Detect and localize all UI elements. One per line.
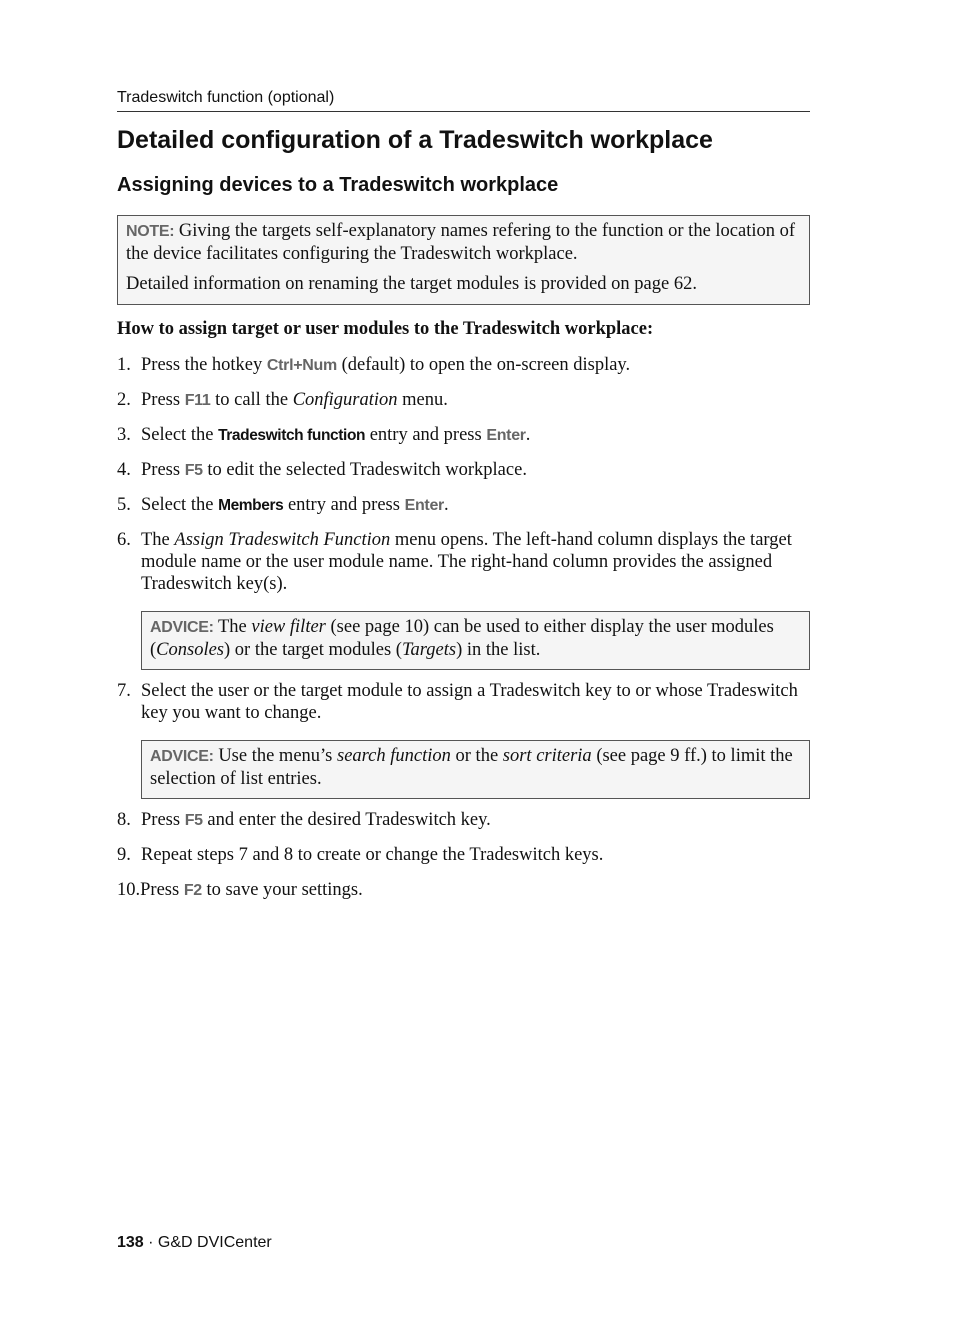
- menu-entry: Members: [218, 497, 284, 514]
- step-text: The: [141, 530, 175, 550]
- key-label: F2: [183, 882, 202, 899]
- step-number: 10.: [117, 880, 141, 900]
- advice-box-search: [141, 740, 810, 799]
- step-text: entry and press: [365, 425, 487, 445]
- step-text: to edit the selected Tradeswitch workplace.: [202, 460, 527, 480]
- step-9: [117, 844, 810, 866]
- advice-body: Use the menu’s: [213, 746, 337, 766]
- section-title: Assigning devices to a Tradeswitch workplace: [117, 174, 559, 196]
- advice-body: The: [213, 617, 252, 637]
- key-label: F5: [184, 812, 203, 829]
- step-4: [117, 459, 810, 482]
- advice-body: (see page 9 ff.) to limit the selection of list entries.: [150, 746, 793, 789]
- step-text: Select the: [141, 425, 219, 445]
- key-label: Enter: [486, 427, 526, 444]
- key-label: F5: [184, 462, 203, 479]
- step-text: Press the hotkey: [141, 355, 267, 375]
- step-7: [117, 680, 810, 724]
- advice-text: [150, 745, 801, 790]
- menu-name: Configuration: [292, 390, 398, 410]
- step-number: 6.: [117, 530, 131, 550]
- advice-body: (see page 10) can be used to either display the user modules (: [150, 617, 774, 660]
- step-text: Press: [141, 460, 185, 480]
- advice-text: [150, 616, 801, 661]
- note-text: [126, 220, 801, 265]
- procedure-heading: How to assign target or user modules to the Tradeswitch workplace:: [117, 319, 654, 339]
- step-number: 7.: [117, 681, 131, 701]
- step-1: [117, 354, 810, 377]
- step-3: [117, 424, 810, 447]
- advice-box-filter: [141, 611, 810, 670]
- step-text: entry and press: [283, 495, 405, 515]
- menu-name: Assign Tradeswitch Function: [174, 530, 391, 550]
- step-10: [117, 879, 810, 902]
- advice-label: ADVICE:: [150, 619, 214, 636]
- step-text: menu opens. The left-hand column displays the target module name or the user module name. The right-hand column provides the assigned Tradeswitch key(s).: [141, 530, 792, 594]
- advice-term: sort criteria: [502, 746, 592, 766]
- step-text: Press: [141, 810, 185, 830]
- key-label: Enter: [404, 497, 444, 514]
- step-6: [117, 529, 810, 595]
- step-text: .: [525, 425, 531, 445]
- page-footer: [117, 1234, 272, 1252]
- step-number: 3.: [117, 425, 131, 445]
- step-number: 9.: [117, 845, 131, 865]
- step-5: [117, 494, 810, 517]
- step-number: 5.: [117, 495, 131, 515]
- step-text: Select the: [141, 495, 219, 515]
- step-text: Repeat steps 7 and 8 to create or change the Tradeswitch keys.: [141, 845, 604, 865]
- menu-entry: Tradeswitch function: [218, 427, 366, 444]
- advice-term: Targets: [401, 640, 457, 660]
- step-text: Press: [141, 390, 185, 410]
- step-number: 4.: [117, 460, 131, 480]
- step-number: 1.: [117, 355, 131, 375]
- advice-body: ) in the list.: [456, 640, 541, 660]
- advice-term: view filter: [251, 617, 326, 637]
- step-text: menu.: [397, 390, 448, 410]
- note-label: NOTE:: [126, 223, 175, 240]
- footer-text: · G&D DVICenter: [143, 1234, 272, 1251]
- advice-body: or the: [450, 746, 503, 766]
- note-box: [117, 215, 810, 305]
- step-number: 8.: [117, 810, 131, 830]
- step-number: 2.: [117, 390, 131, 410]
- step-text: Press: [140, 880, 184, 900]
- advice-term: search function: [337, 746, 451, 766]
- note-reference: Detailed information on renaming the target modules is provided on page 62.: [126, 274, 697, 294]
- key-label: Ctrl+Num: [266, 357, 337, 374]
- key-label: F11: [184, 392, 211, 409]
- step-text: and enter the desired Tradeswitch key.: [202, 810, 491, 830]
- advice-body: ) or the target modules (: [224, 640, 402, 660]
- note-body: Giving the targets self-explanatory names refering to the function or the location of the device facilitates configuring the Tradeswitch workplace.: [126, 221, 796, 264]
- page-number: 138: [117, 1234, 144, 1251]
- step-text: Select the user or the target module to assign a Tradeswitch key to or whose Tradeswitch key you want to change.: [141, 681, 798, 723]
- advice-term: Consoles: [156, 640, 225, 660]
- step-text: to save your settings.: [201, 880, 363, 900]
- step-2: [117, 389, 810, 412]
- step-text: (default) to open the on-screen display.: [336, 355, 631, 375]
- running-head: Tradeswitch function (optional): [117, 89, 810, 112]
- page-title: Detailed configuration of a Tradeswitch workplace: [117, 126, 713, 154]
- step-8: [117, 809, 810, 832]
- step-text: .: [443, 495, 449, 515]
- step-text: to call the: [210, 390, 293, 410]
- advice-label: ADVICE:: [150, 748, 214, 765]
